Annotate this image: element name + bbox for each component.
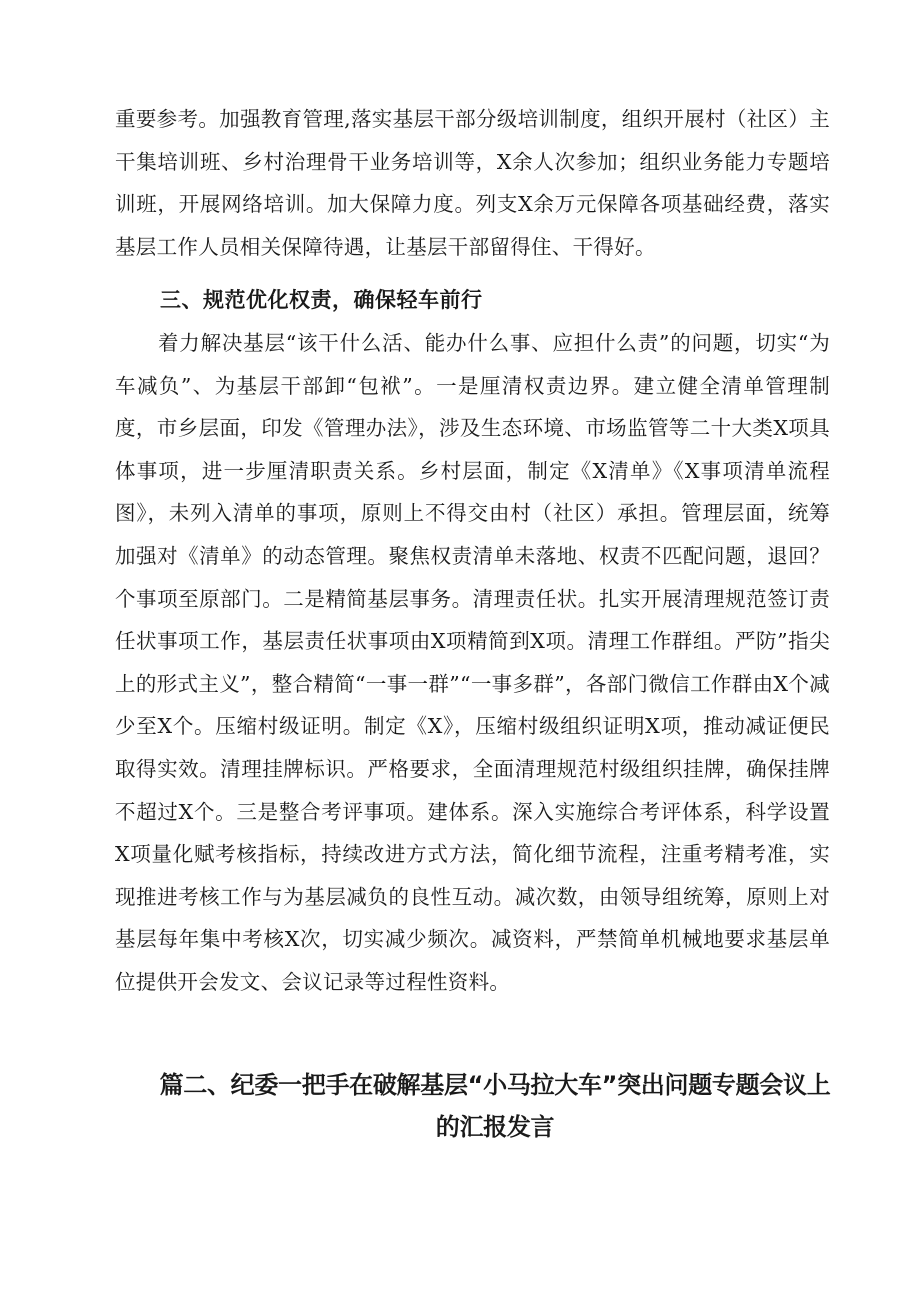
body-paragraph-2: 着力解决基层“该干什么活、能办什么事、应担什么责”的问题，切实“为车减负”、为基层干部卸“包袱”。一是厘清权责边界。建立健全清单管理制度，市乡层面，印发《管理办法》，涉及生态环境、市场监管等二十大类X项具体事项，进一步厘清职责关系。乡村层面，制定《X清单》《X事项清单流程图》，未列入清单的事项，原则上不得交由村（社区）承担。管理层面，统筹加强对《清单》的动态管理。聚焦权责清单未落地、权责不匹配问题，退回？个事项至原部门。二是精简基层事务。清理责任状。扎实开展清理规范签订责任状事项工作，基层责任状事项由X项精简到X项。清理工作群组。严防”指尖上的形式主义”，整合精简“一事一群”“一事多群”，各部门微信工作群由X个减少至X个。压缩村级证明。制定《X》，压缩村级组织证明X项，推动减证便民取得实效。清理挂牌标识。严格要求，全面清理规范村级组织挂牌，确保挂牌不超过X个。三是整合考评事项。建体系。深入实施综合考评体系，科学设置X项量化赋考核指标，持续改进方式方法，简化细节流程，注重考精考准，实现推进考核工作与为基层减负的良性互动。减次数，由领导组统筹，原则上对基层每年集中考核X次，切实减少频次。减资料，严禁简单机械地要求基层单位提供开会发文、会议记录等过程性资料。	[115, 331, 830, 994]
article-title-line-1: 篇二、纪委一把手在破解基层“小马拉大车”突出问题专题会议上	[159, 1071, 831, 1099]
article-title	[150, 1064, 840, 1148]
article-title-line-2: 的汇报发言	[435, 1113, 555, 1141]
section-heading: 三、规范优化权责，确保轻车前行	[160, 288, 483, 312]
body-paragraph-1: 重要参考。加强教育管理,落实基层干部分级培训制度，组织开展村（社区）主干集培训班、乡村治理骨干业务培训等，X余人次参加；组织业务能力专题培训班，开展网络培训。加大保障力度。列支X余万元保障各项基础经费，落实基层工作人员相关保障待遇，让基层干部留得住、干得好。	[115, 107, 830, 259]
